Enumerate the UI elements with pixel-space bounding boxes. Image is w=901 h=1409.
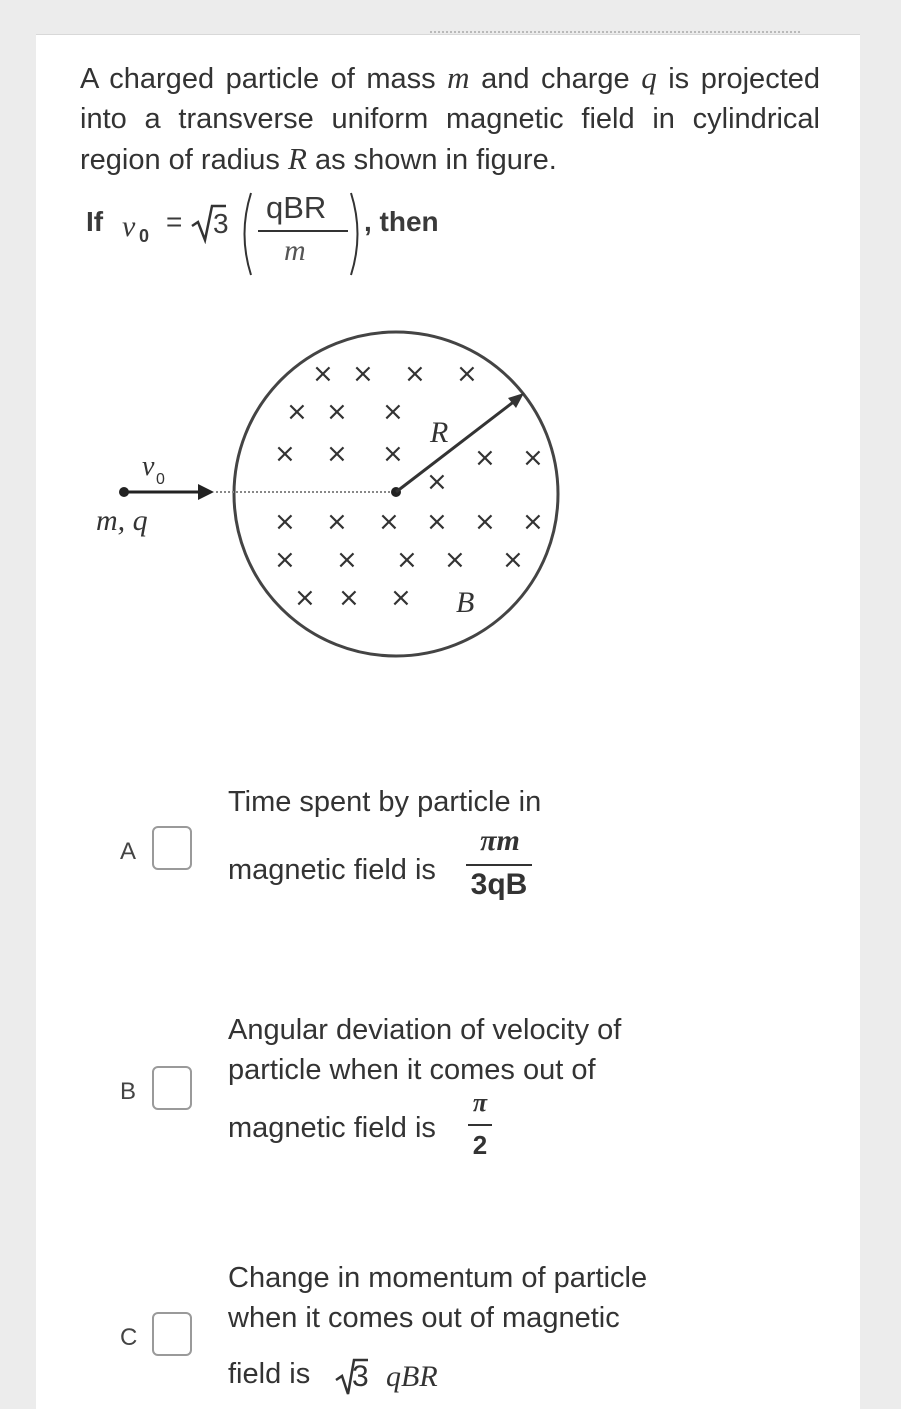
svg-text:B: B [456, 586, 475, 619]
option-a-letter: A [120, 838, 137, 865]
field-cross: × [312, 359, 334, 389]
option-b-letter: B [120, 1078, 137, 1105]
question-text: A charged particle of mass m and charge q is projected into a transverse uniform magnetic field in cylindrical region of radius R as shown in figure. [80, 60, 821, 176]
option-a-frac-num: πm [480, 824, 520, 857]
field-cross: × [474, 443, 496, 473]
field-cross: × [522, 443, 544, 473]
question-card [36, 34, 860, 1409]
field-cross: × [378, 507, 400, 537]
field-cross: × [444, 545, 466, 575]
field-cross: × [326, 439, 348, 469]
magnetic-field-figure [90, 330, 570, 660]
field-cross: × [426, 507, 448, 537]
svg-text:R: R [430, 416, 449, 449]
field-cross: × [352, 359, 374, 389]
radius-arrow [396, 400, 516, 492]
option-c-tail: qBR [386, 1360, 438, 1393]
field-cross: × [456, 359, 478, 389]
option-b-line3: magnetic field is [228, 1112, 436, 1144]
option-a-line2: magnetic field is [228, 854, 436, 886]
left-paren [236, 190, 254, 278]
option-c-letter: C [120, 1324, 138, 1351]
svg-text:m, q: m, q [96, 504, 148, 537]
condition-frac-bar [258, 230, 348, 232]
field-cross: × [336, 545, 358, 575]
option-b-line1: Angular deviation of velocity of [228, 1014, 622, 1046]
field-cross: × [326, 397, 348, 427]
option-a-frac-bar [466, 864, 532, 866]
svg-text:v: v [142, 451, 155, 482]
particle-dot [119, 487, 129, 497]
field-cross: × [274, 507, 296, 537]
field-cross: × [474, 507, 496, 537]
option-c-line3: field is [228, 1358, 311, 1390]
option-c-root: 3 [352, 1360, 369, 1393]
field-cross: × [338, 583, 360, 613]
field-cross: × [286, 397, 308, 427]
field-cross: × [382, 397, 404, 427]
field-cross: × [274, 545, 296, 575]
field-cross: × [274, 439, 296, 469]
option-c-line2: when it comes out of magnetic [228, 1302, 620, 1334]
field-cross: × [382, 439, 404, 469]
field-cross: × [390, 583, 412, 613]
field-cross: × [396, 545, 418, 575]
option-b-frac-bar [468, 1124, 492, 1126]
option-a-frac-den: 3qB [470, 868, 528, 901]
field-crosses [274, 359, 544, 613]
option-b-checkbox[interactable] [152, 1066, 192, 1110]
option-b-line2: particle when it comes out of [228, 1054, 596, 1086]
field-cross: × [404, 359, 426, 389]
svg-text:0: 0 [156, 471, 165, 488]
field-cross: × [294, 583, 316, 613]
field-cross: × [502, 545, 524, 575]
field-cross: × [326, 507, 348, 537]
field-cross: × [426, 467, 448, 497]
option-b-frac-num: π [472, 1088, 488, 1117]
option-c-line1: Change in momentum of particle [228, 1262, 648, 1294]
field-cross: × [522, 507, 544, 537]
option-a-line1: Time spent by particle in [228, 786, 542, 818]
option-c-checkbox[interactable] [152, 1312, 192, 1356]
option-b-frac-den: 2 [472, 1130, 488, 1160]
option-a-checkbox[interactable] [152, 826, 192, 870]
